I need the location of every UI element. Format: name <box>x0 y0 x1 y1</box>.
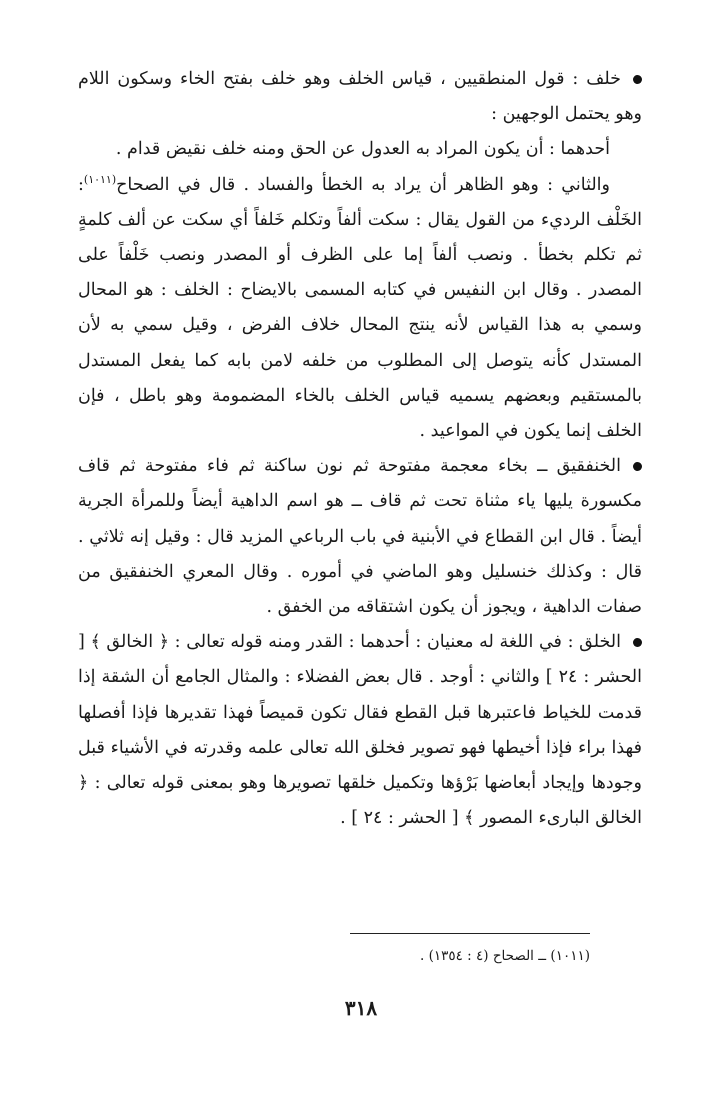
paragraph-text: أحدهما : أن يكون المراد به العدول عن الحق ومنه خلف نقيض قدام . <box>115 139 610 160</box>
paragraph <box>78 168 642 450</box>
entry-khalaf <box>78 62 642 132</box>
page-number: ٣١٨ <box>344 996 378 1020</box>
footnote-divider <box>350 933 590 934</box>
paragraph-text: الخنفقيق ــ بخاء معجمة مفتوحة ثم نون ساكنة ثم فاء مفتوحة ثم قاف مكسورة يليها ياء مثناة تحت ثم قاف ــ هو اسم الداهية أيضاً وللمرأة الجرية أيضاً . قال ابن القطاع في الأبنية في باب الرباعي المزيد قال : وقيل إنه ثلاثي . قال : وكذلك خنسليل وهو الماضي في أموره . وقال المعري الخنفقيق من صفات الداهية ، ويجوز أن يكون اشتقاقه من الخفق . <box>78 456 642 618</box>
bullet-icon <box>633 75 642 84</box>
bullet-icon <box>633 462 642 471</box>
paragraph-text: : الخَلْف الرديء من القول يقال : سكت ألفاً وتكلم خَلفاً أي سكت عن ألف كلمةٍ ثم تكلم بخطأ . ونصب ألفاً إما على الظرف أو المصدر ونصب خَلْفاً على المصدر . وقال ابن النفيس في كتابه المسمى بالايضاح : الخلف : هو المحال وسمي به هذا القياس لأنه ينتج المحال خلاف الفرض ، وقيل سمي به لأن المستدل كأنه يتوصل إلى المطلوب من خلفه لامن بابه كما يفعل المستدل بالمستقيم وبعضهم يسميه قياس الخلف بالخاء المضمومة وهو باطل ، فإن الخلف إنما يكون في المواعيد . <box>78 174 642 442</box>
paragraph-text: والثاني : وهو الظاهر أن يراد به الخطأ والفساد . قال في الصحاح <box>116 174 610 195</box>
bullet-icon <box>633 638 642 647</box>
paragraph-text: الخلق : في اللغة له معنيان : أحدهما : القدر ومنه قوله تعالى : ﴿ الخالق ﴾ [ الحشر : ٢٤ ] والثاني : أوجد . قال بعض الفضلاء : والمثال الجامع أن الشقة إذا قدمت للخياط فاعتبرها قبل القطع فقال تكون قميصاً فهذا تقديرها فإذا أفصلها فهذا براء فإذا أخيطها فهو تصوير فخلق الله تعالى علمه وقدرته في الأشياء قبل وجودها وإيجاد أبعاضها بَرْؤها وتكميل خلقها تصويرها وهو بمعنى قوله تعالى : ﴿ الخالق البارىء المصور ﴾ [ الحشر : ٢٤ ] . <box>78 632 642 829</box>
paragraph <box>78 132 642 167</box>
footnote-marker: (١٠١١) <box>83 172 117 186</box>
main-text <box>78 62 642 836</box>
entry-khalq <box>78 625 642 836</box>
paragraph-text: خلف : قول المنطقيين ، قياس الخلف وهو خلف بفتح الخاء وسكون اللام وهو يحتمل الوجهين : <box>78 69 642 125</box>
entry-khanfaqiq <box>78 449 642 625</box>
footnote: (١٠١١) ــ الصحاح (٤ : ١٣٥٤) . <box>419 948 590 964</box>
